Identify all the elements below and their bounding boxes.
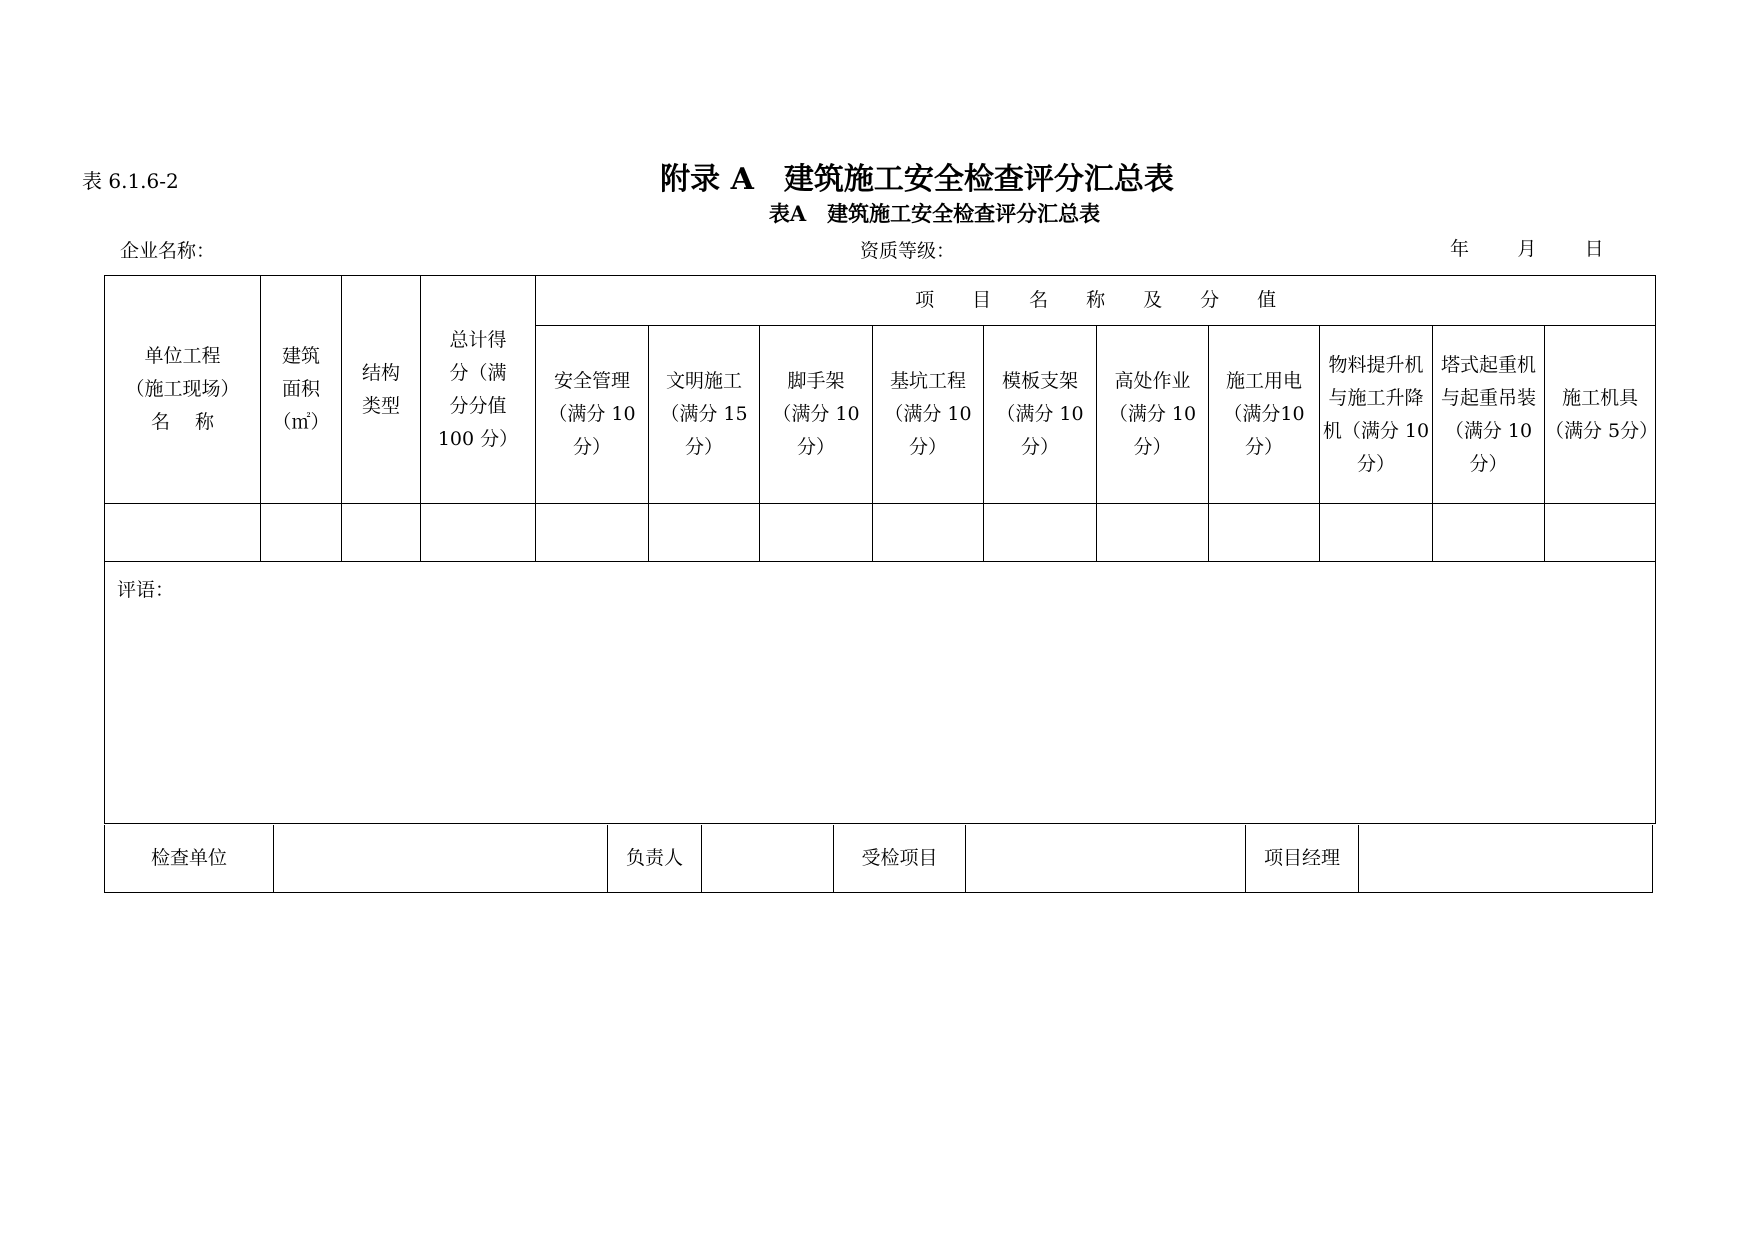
qualification-level-label: 资质等级： xyxy=(860,240,956,262)
responsible-person-label: 负责人 xyxy=(608,825,702,892)
data-cell[interactable] xyxy=(1320,504,1433,562)
data-cell[interactable] xyxy=(105,504,261,562)
header-item: 脚手架 （满分 10 分） xyxy=(760,326,873,504)
signature-table xyxy=(104,825,1653,893)
score-summary-table xyxy=(104,275,1659,824)
header-total-score: 总计得 分（满 分分值 100 分） xyxy=(421,276,536,504)
data-cell[interactable] xyxy=(760,504,873,562)
header-item: 高处作业 （满分 10 分） xyxy=(1097,326,1209,504)
data-cell[interactable] xyxy=(1209,504,1320,562)
header-item: 施工机具 （满分 5分） xyxy=(1545,326,1656,504)
header-item: 文明施工 （满分 15 分） xyxy=(649,326,760,504)
data-cell[interactable] xyxy=(649,504,760,562)
data-cell[interactable] xyxy=(984,504,1097,562)
page-title: 附录 A 建筑施工安全检查评分汇总表 xyxy=(660,162,1174,197)
header-item: 模板支架 （满分 10 分） xyxy=(984,326,1097,504)
header-item: 物料提升机 与施工升降 机（满分 10 分） xyxy=(1320,326,1433,504)
header-structure-type: 结构 类型 xyxy=(342,276,421,504)
inspection-unit-field[interactable] xyxy=(274,825,608,892)
inspected-project-label: 受检项目 xyxy=(834,825,966,892)
table-number: 表 6.1.6-2 xyxy=(82,169,179,193)
project-manager-label: 项目经理 xyxy=(1246,825,1359,892)
header-building-area: 建筑 面积 （㎡） xyxy=(261,276,342,504)
responsible-person-field[interactable] xyxy=(702,825,834,892)
inspected-project-field[interactable] xyxy=(966,825,1246,892)
comments-label: 评语： xyxy=(117,579,175,601)
header-items-group: 项 目 名 称 及 分 值 xyxy=(536,276,1656,326)
header-item: 施工用电 （满分10 分） xyxy=(1209,326,1320,504)
data-cell[interactable] xyxy=(421,504,536,562)
comments-cell[interactable] xyxy=(105,562,1656,824)
project-manager-field[interactable] xyxy=(1359,825,1653,892)
table-subtitle: 表A 建筑施工安全检查评分汇总表 xyxy=(768,201,1101,226)
data-cell[interactable] xyxy=(1097,504,1209,562)
data-cell[interactable] xyxy=(536,504,649,562)
header-item: 安全管理 （满分 10 分） xyxy=(536,326,649,504)
date-label: 年 月 日 xyxy=(1450,238,1604,260)
header-item: 塔式起重机 与起重吊装 （满分 10 分） xyxy=(1433,326,1545,504)
inspection-unit-label: 检查单位 xyxy=(105,825,274,892)
data-cell[interactable] xyxy=(1433,504,1545,562)
data-cell[interactable] xyxy=(873,504,984,562)
data-cell[interactable] xyxy=(342,504,421,562)
company-name-label: 企业名称： xyxy=(120,240,216,262)
header-unit-project: 单位工程 （施工现场） 名 称 xyxy=(105,276,261,504)
data-cell[interactable] xyxy=(261,504,342,562)
data-cell[interactable] xyxy=(1545,504,1656,562)
header-item: 基坑工程 （满分 10 分） xyxy=(873,326,984,504)
